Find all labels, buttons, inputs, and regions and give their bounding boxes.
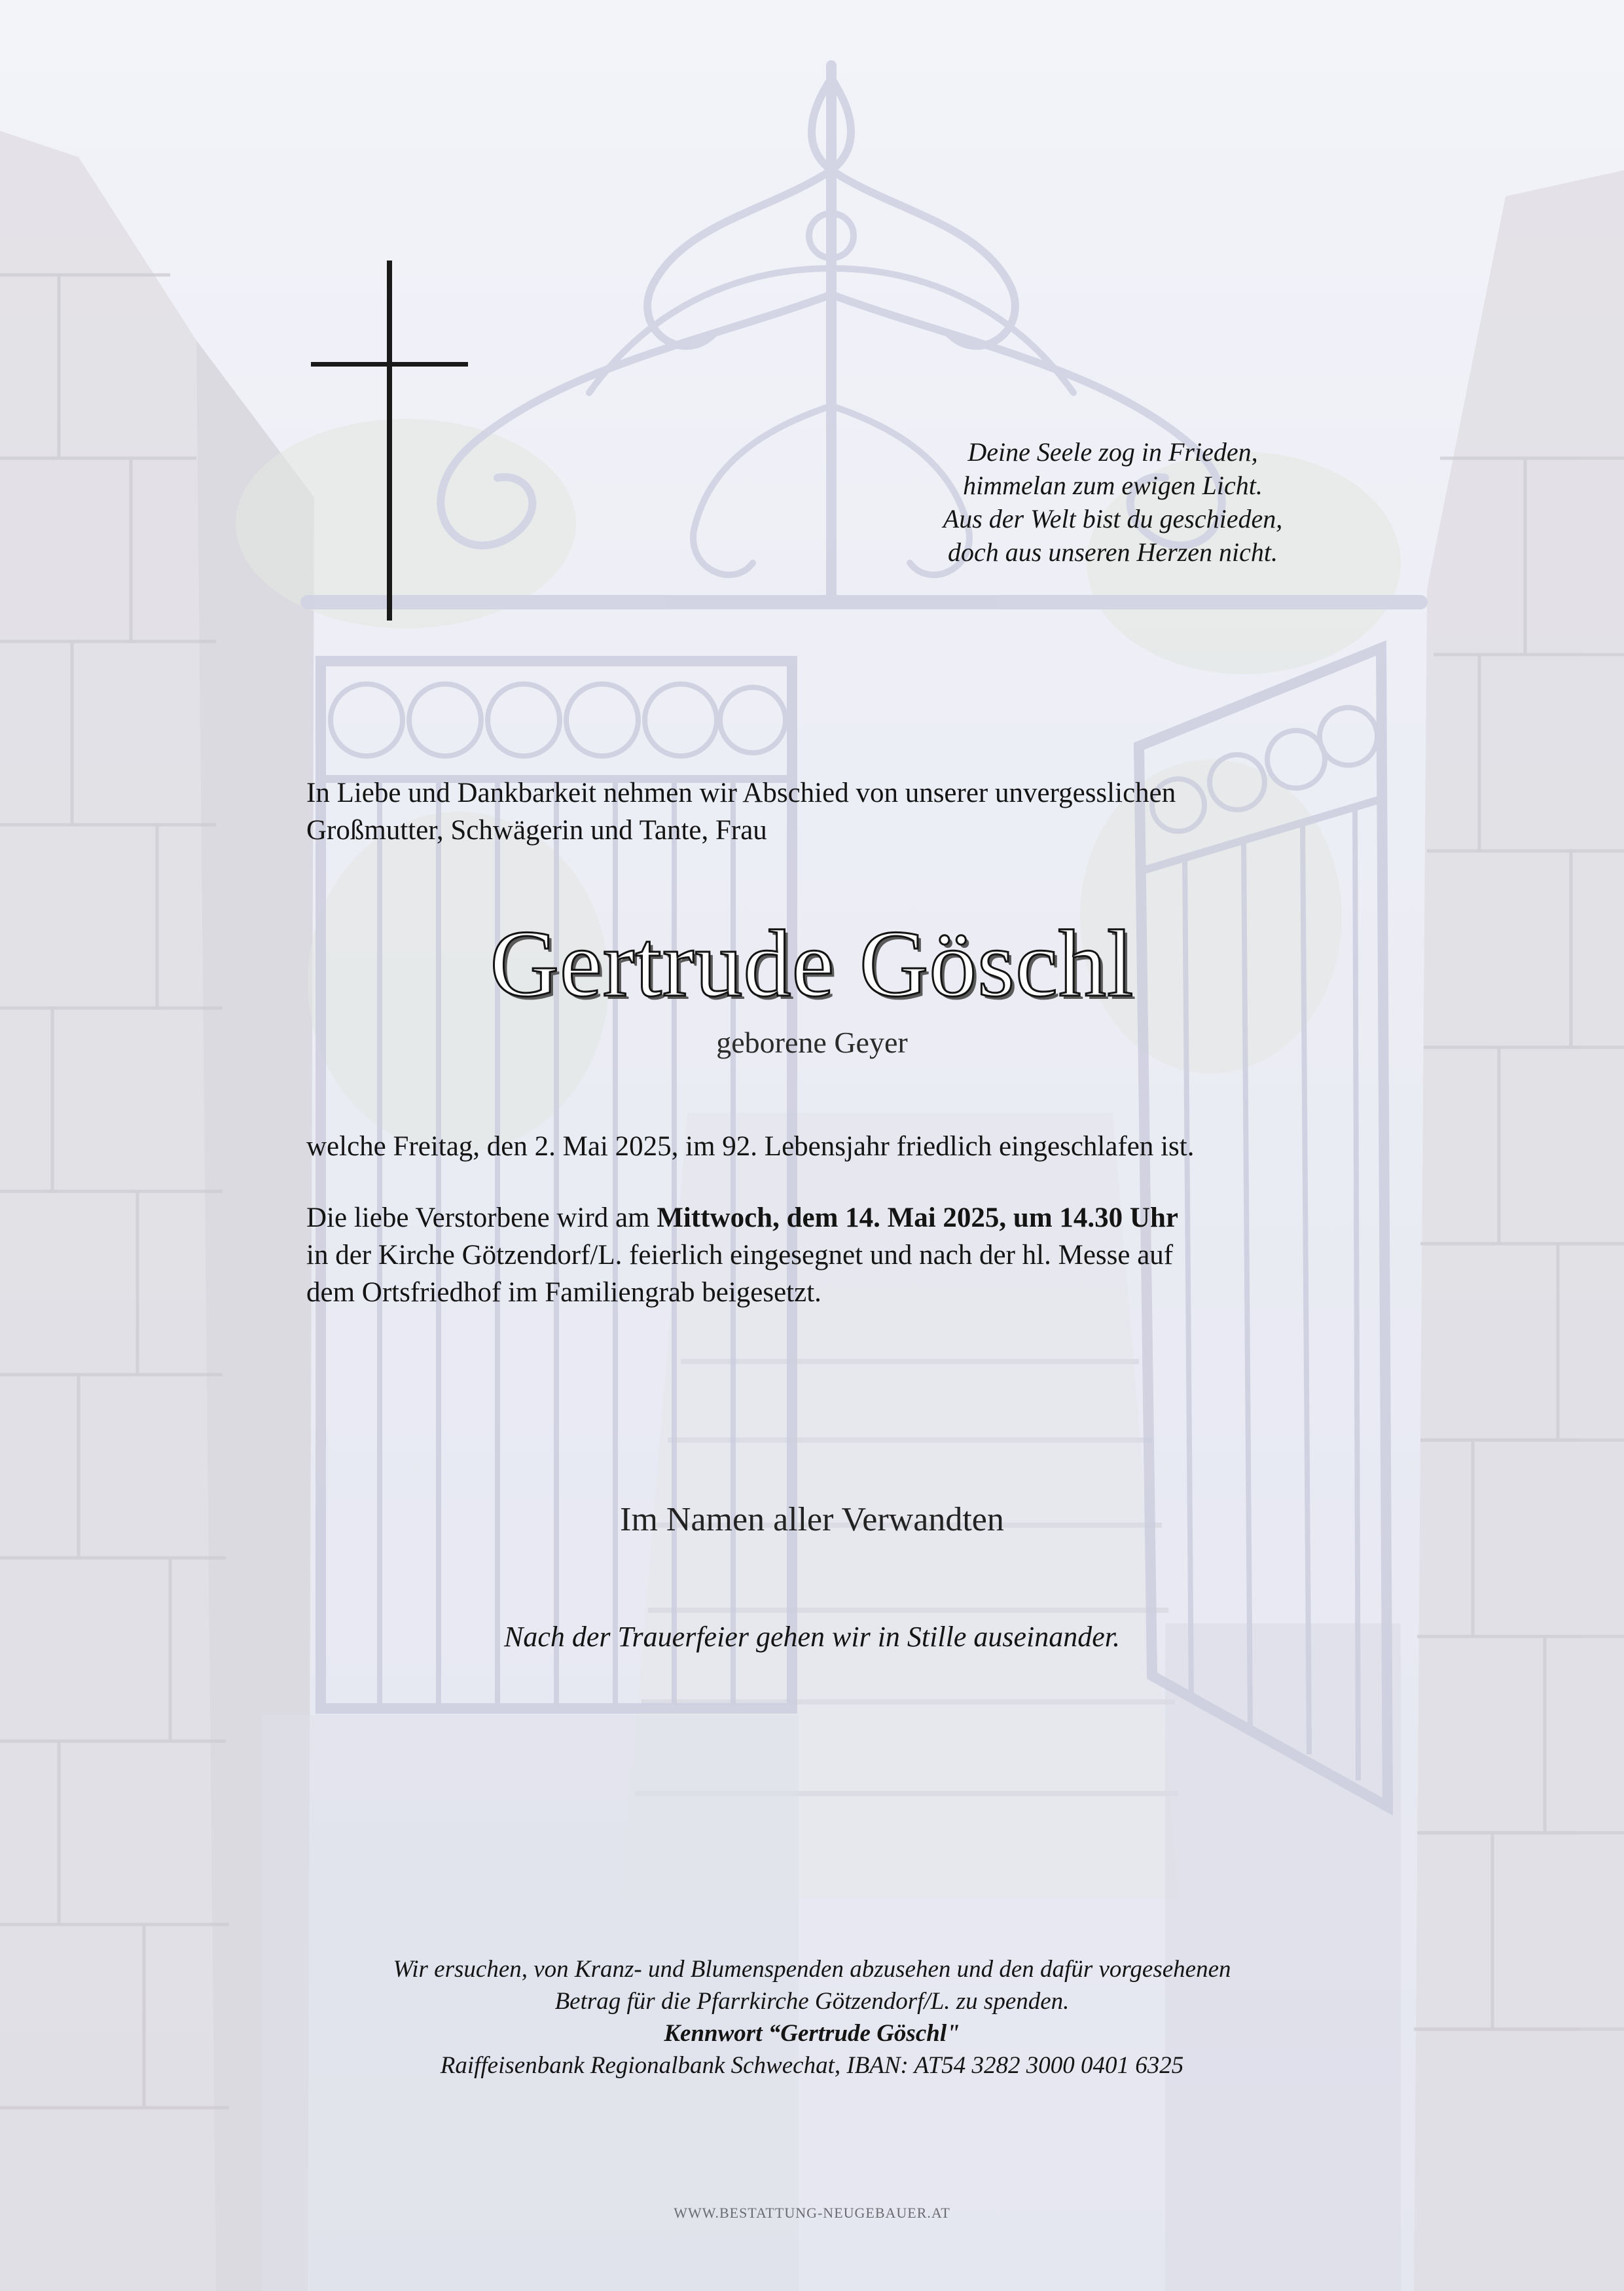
funeral-home-website: WWW.BESTATTUNG-NEUGEBAUER.AT: [674, 2205, 950, 2221]
deceased-name: Gertrude Göschl: [490, 911, 1134, 1017]
family-signature: Im Namen aller Verwandten: [620, 1501, 1004, 1538]
donation-keyword: Kennwort “Gertrude Göschl": [664, 2020, 960, 2047]
farewell-intro: [306, 774, 1327, 849]
cross-icon-bar: [311, 362, 468, 367]
intro-line: In Liebe und Dankbarkeit nehmen wir Abschied von unserer unvergesslichen: [306, 778, 1176, 808]
cross-icon: [387, 261, 392, 621]
poem-line: himmelan zum ewigen Licht.: [963, 471, 1263, 500]
funeral-line: [306, 1199, 1327, 1236]
funeral-details: [306, 1199, 1327, 1311]
bank-details: Raiffeisenbank Regionalbank Schwechat, IBAN: AT54 3282 3000 0401 6325: [440, 2052, 1184, 2079]
donation-request: [0, 1953, 1624, 2082]
poem-line: doch aus unseren Herzen nicht.: [948, 537, 1278, 567]
donation-line: Betrag für die Pfarrkirche Götzendorf/L. zu spenden.: [554, 1988, 1070, 2015]
death-notice: welche Freitag, den 2. Mai 2025, im 92. Lebensjahr friedlich eingeschlafen ist.: [306, 1131, 1195, 1162]
funeral-line: in der Kirche Götzendorf/L. feierlich eingesegnet und nach der hl. Messe auf: [306, 1240, 1174, 1271]
memorial-poem: [844, 435, 1381, 569]
closing-note: Nach der Trauerfeier gehen wir in Stille auseinander.: [503, 1621, 1121, 1653]
funeral-line-prefix: Die liebe Verstorbene wird am: [306, 1202, 657, 1233]
intro-line: Großmutter, Schwägerin und Tante, Frau: [306, 815, 767, 846]
poem-line: Aus der Welt bist du geschieden,: [943, 504, 1283, 533]
funeral-line: dem Ortsfriedhof im Familiengrab beigesetzt.: [306, 1277, 821, 1308]
poem-line: Deine Seele zog in Frieden,: [967, 437, 1258, 467]
funeral-date: Mittwoch, dem 14. Mai 2025, um 14.30 Uhr: [657, 1202, 1178, 1233]
donation-line: Wir ersuchen, von Kranz- und Blumenspenden abzusehen und den dafür vorgesehenen: [393, 1956, 1231, 1983]
maiden-name: geborene Geyer: [716, 1026, 908, 1059]
